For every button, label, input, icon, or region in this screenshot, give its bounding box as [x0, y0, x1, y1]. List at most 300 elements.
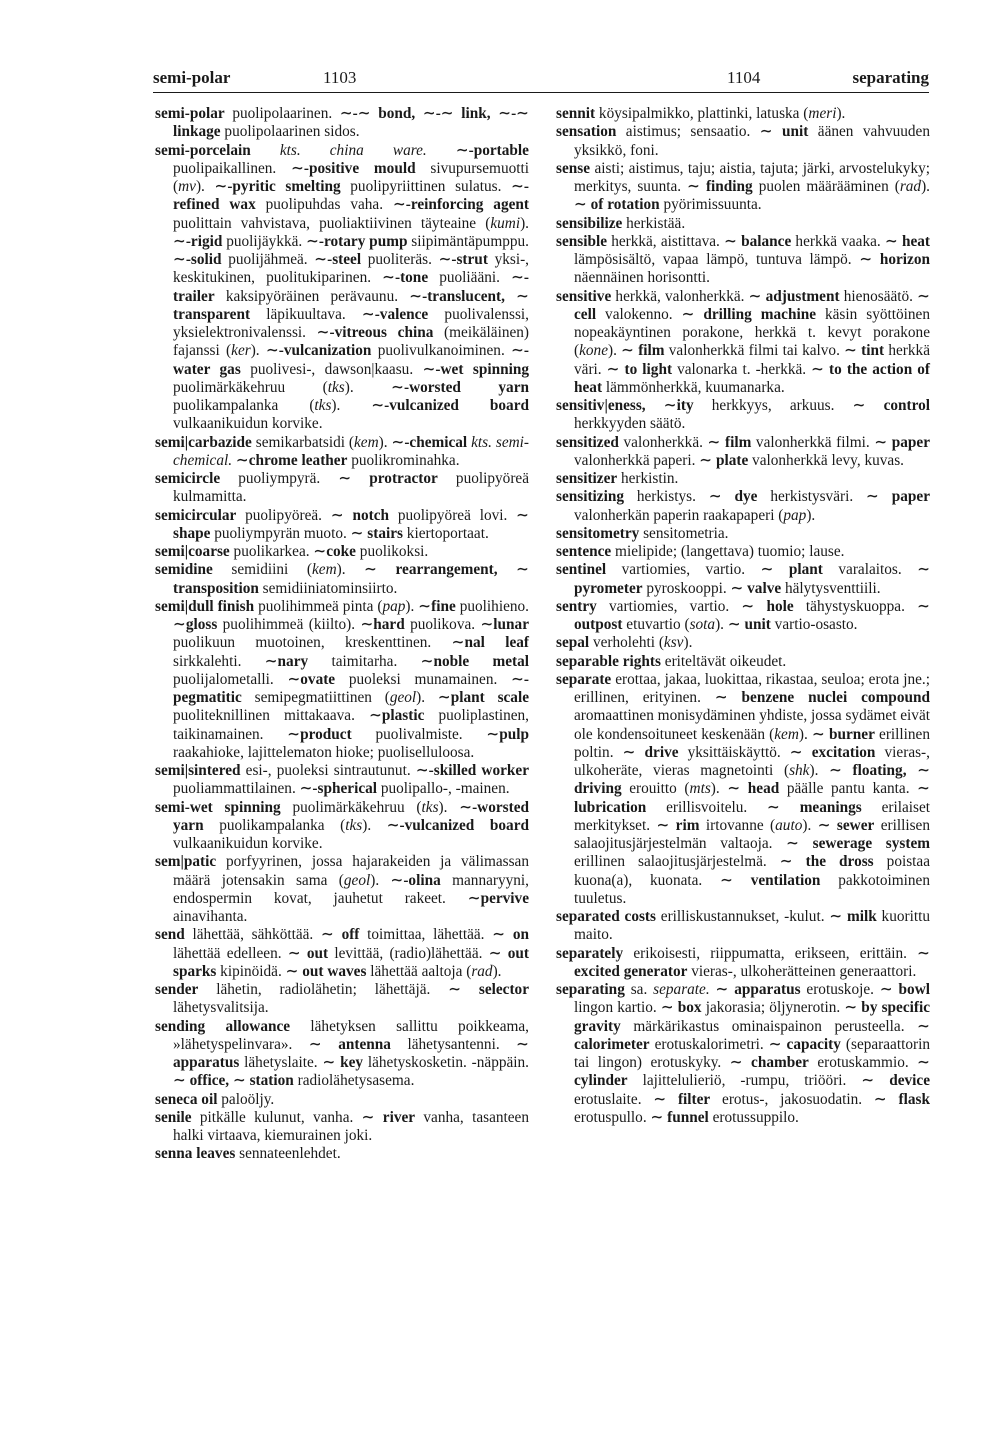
headword: ∼ovate [287, 670, 336, 688]
headword: sem|patic [155, 853, 217, 871]
dictionary-entry [556, 945, 930, 982]
headword: ∼ office, ∼ station [173, 1072, 294, 1090]
definition-text: herkkä väri. [574, 342, 930, 378]
definition-text: erilaiset merkitykset. [574, 798, 930, 834]
headword: ∼ plate [699, 451, 749, 469]
headword: ∼ river [361, 1108, 416, 1126]
headword: sender [155, 981, 199, 998]
definition-text: (meikäläinen) fajanssi ( [173, 324, 529, 360]
headword: sending allowance [155, 1017, 291, 1035]
headword: senile [155, 1108, 192, 1126]
dictionary-entry [556, 525, 930, 543]
headword: sensible [556, 232, 607, 250]
dictionary-entry [556, 470, 930, 488]
definition-text: ). [250, 342, 266, 360]
definition-text: erotuspullo. [574, 1108, 651, 1126]
headword: ∼ pyrometer [574, 561, 931, 597]
headword: ∼ notch [330, 506, 389, 524]
definition-text: lajittelulieriö, -rumpu, triööri. [627, 1072, 862, 1090]
headword: ∼nal leaf [451, 634, 529, 652]
usage-label: tks [421, 798, 439, 816]
definition-text: puolipyriittinen sulatus. [340, 178, 512, 195]
dictionary-entry [155, 1145, 529, 1163]
definition-text: paloöljy. [217, 1090, 275, 1108]
usage-label: tks [345, 816, 363, 834]
usage-label: meri [808, 105, 837, 122]
definition-text: raakahioke, lajittelematon hioke; puoliselluloosa. [173, 743, 475, 761]
definition-text: tähystyskuoppa. [793, 597, 918, 615]
headword: ∼ to the action of heat [574, 360, 930, 396]
definition-text: aistimus; sensaatio. [616, 123, 760, 141]
headword: ∼ the dross [779, 853, 874, 871]
definition-text: lähettää, sähköttää. [184, 926, 321, 944]
definition-text: erottaa, jakaa, luokittaa, rikastaa, seuloa; erota jne.; erillinen, erityinen. [574, 670, 930, 706]
headword: ∼ finding [687, 178, 753, 195]
usage-label: sota [689, 616, 716, 633]
headword: sentence [556, 543, 612, 560]
definition-text: toimittaa, lähettää. [359, 926, 493, 944]
headword: send [155, 926, 185, 944]
headword: ∼hard [360, 616, 405, 633]
headword: ∼ on [492, 926, 529, 944]
headword: ∼-wet spinning [422, 360, 530, 378]
definition-text: erillinen poltin. [574, 725, 930, 761]
usage-label: mts [689, 780, 711, 798]
usage-label: shk [789, 762, 810, 779]
definition-text: ). [710, 780, 728, 798]
left-column [155, 105, 529, 1164]
headword: ∼-valence [361, 305, 429, 323]
dictionary-entry [556, 397, 930, 434]
headword: ∼-skilled worker [415, 762, 529, 779]
definition-text: lämpösisältö, vapaa lämpö, tuntuva lämpö. [574, 251, 860, 268]
headword: ∼ rearrangement, ∼ transposition [173, 561, 529, 597]
definition-text: märkärikastus ominaispainon perusteella. [620, 1017, 918, 1035]
headword: ∼ meanings [767, 798, 862, 816]
definition-text: eriteltävät oikeudet. [660, 652, 787, 670]
definition-text: puoliammattilainen. [173, 780, 300, 798]
headword: semi|coarse [155, 543, 230, 560]
definition-text: puoliteräs. [361, 251, 439, 268]
headword: ∼ funnel [650, 1108, 709, 1126]
definition-text: puolittain vahvistava, puoliaktiivinen täyteaine ( [173, 214, 491, 232]
headword: ∼-olina [390, 871, 441, 889]
headword: ∼ out waves [285, 962, 367, 980]
headword: ∼-solid [173, 251, 222, 268]
headword: sensitizer [556, 470, 618, 487]
right-guide-word: separating [852, 68, 929, 87]
definition-text: puolikova. [404, 616, 481, 633]
definition-text: valonherkkä paperi. [574, 451, 700, 469]
dictionary-entry [556, 233, 930, 288]
definition-text: ). [683, 634, 693, 652]
headword: ∼-reinforcing agent [392, 196, 529, 214]
definition-text: lähetysvalitsija. [173, 999, 269, 1017]
headword: ∼ plant [760, 561, 823, 579]
definition-text: herkkä, valonherkkä. [611, 287, 749, 305]
definition-text: ainavihanta. [173, 908, 248, 925]
headword: sensitized [556, 433, 619, 451]
definition-text [251, 142, 280, 159]
usage-label: kts. china ware. [279, 141, 427, 159]
headword: sensitizing [556, 488, 624, 506]
definition-text: erotuskoje. [800, 981, 880, 998]
dictionary-entry [155, 434, 529, 471]
definition-text: yksittäiskäyttö. [678, 743, 790, 761]
definition-text: puolipallo-, -mainen. [377, 780, 510, 798]
headword: sensitometry [556, 524, 640, 542]
definition-text: vanha, tasanteen halki virtaava, kiemurainen joki. [173, 1108, 529, 1144]
definition-text: erillisen salaojitusjärjestelmän valtaoja. [574, 816, 930, 852]
headword: ∼ dye [708, 488, 758, 506]
definition-text: puolikuun muotoinen, kreskenttinen. [173, 634, 452, 652]
headword: semicircular [155, 506, 237, 524]
definition-text: aisti; aistimus, taju; aistia, tajuta; järki, arvostelukyky; merkitys, suunta. [574, 159, 930, 195]
left-page-number: 1103 [323, 68, 357, 87]
definition-text: lähettää aaltoja ( [366, 962, 472, 980]
usage-label: kts. semi-chemical. [173, 433, 530, 469]
headword: ∼-steel [314, 251, 362, 268]
definition-text: kuorittu maito. [574, 908, 930, 944]
definition-text: puolipyöreä. [236, 506, 331, 524]
headword: ∼-vitreous china [316, 324, 434, 341]
headword: ∼-translucent, ∼ transparent [173, 287, 529, 323]
usage-label: kem [354, 433, 379, 451]
definition-text: ). [809, 762, 830, 779]
headword: ∼ cylinder [574, 1054, 930, 1090]
definition-text: erillisvoitelu. [646, 798, 768, 816]
definition-text: verholehti ( [589, 634, 664, 652]
definition-text: puoliplastinen, taikinamainen. [173, 707, 529, 743]
definition-text: puolipaikallinen. [173, 159, 292, 177]
definition-text: vulkaanikuidun korvike. [173, 415, 323, 433]
definition-text: vieras-, ulkoherätteinen generaattori. [687, 962, 917, 980]
definition-text: semidiiniatominsiirto. [258, 579, 398, 597]
dictionary-entry [556, 288, 930, 398]
definition-text: porfyyrinen, jossa hajarakeiden ja välimassan määrä jotensakin sama ( [173, 853, 529, 889]
headword: ∼ capacity [768, 1035, 841, 1053]
headword: ∼fine [418, 597, 456, 615]
headword: ∼ benzene nuclei compound [714, 689, 930, 706]
definition-text: esi-, puoleksi sintrautunut. [240, 762, 416, 779]
dictionary-entry [556, 671, 930, 908]
definition-text: ). [336, 561, 365, 579]
definition-text: lingon kartio. [574, 999, 661, 1017]
definition-text: poistaa kuona(a), kuonata. [574, 853, 931, 889]
headword: ∼-vulcanization [265, 342, 372, 360]
definition-text: herkistys. [624, 488, 709, 506]
headword: separate [556, 670, 612, 688]
headword: ∼ drive [622, 743, 679, 761]
definition-text: varalaitos. [822, 561, 918, 579]
definition-text: puolimärkäkehruu ( [280, 798, 422, 816]
definition-text [427, 142, 456, 159]
definition-text: erotussuppilo. [708, 1108, 799, 1126]
definition-text: ). [921, 178, 930, 195]
headword: ∼ heat [884, 232, 930, 250]
definition-text: erotus-, jakosuodatin. [710, 1090, 874, 1108]
usage-label: ker [231, 342, 251, 360]
dictionary-entry [556, 123, 930, 160]
headword: separable rights [556, 652, 661, 670]
headword: separately [556, 944, 624, 962]
headword: semi|dull finish [155, 597, 255, 615]
definition-text: puoliteknillinen mittakaava. [173, 707, 370, 725]
headword: ∼ unit [727, 616, 771, 633]
headword: ∼gloss [173, 616, 218, 633]
definition-text: ). [438, 798, 460, 816]
definition-text: erillinen salaojitusjärjestelmä. [574, 853, 780, 871]
definition-text: pitkälle kulunut, vanha. [191, 1108, 362, 1126]
definition-text: levittää, (radio)lähettää. [328, 944, 489, 962]
headword: senna leaves [155, 1145, 236, 1163]
headword: ∼-strut [438, 251, 488, 268]
dictionary-entry [155, 799, 529, 854]
headword: ∼ excited generator [574, 944, 930, 980]
headword: ∼ by specific gravity [574, 999, 931, 1035]
definition-text: valonherkkä filmi tai kalvo. [664, 342, 845, 360]
definition-text: valonarka t. -herkkä. [672, 360, 812, 378]
usage-label: auto [775, 816, 803, 834]
headword: ∼ head [727, 780, 780, 798]
headword: sense [556, 159, 590, 177]
dictionary-entry [556, 634, 930, 652]
usage-label: pap [382, 597, 406, 615]
usage-label: geol [343, 871, 371, 889]
definition-text: sa. [624, 981, 654, 998]
headword: ∼-chemical [391, 433, 468, 451]
headword: ∼lunar [480, 616, 529, 633]
dictionary-entry [155, 762, 529, 799]
definition-text: puolijähmeä. [221, 251, 315, 268]
headword: sentry [556, 597, 597, 615]
definition-text: kiertoportaat. [402, 524, 489, 542]
definition-text: pyörimissuunta. [659, 196, 762, 214]
definition-text: hälytysventtiili. [781, 579, 881, 597]
right-page-number: 1104 [727, 68, 761, 87]
definition-text: läpikuultava. [250, 305, 362, 323]
definition-text: puoliympyrä. [220, 470, 339, 487]
headword: ∼ chamber [729, 1054, 809, 1071]
headword: ∼-positive mould [291, 159, 416, 177]
definition-text: erotuslaite. [574, 1090, 654, 1108]
headword: sensibilize [556, 214, 623, 232]
usage-label: tks [327, 378, 345, 396]
headword: ∼-rigid [173, 232, 223, 250]
headword: ∼ adjustment [748, 287, 840, 305]
headword: ∼ valve [730, 579, 782, 597]
usage-label: kem [311, 561, 337, 579]
headword: ∼ excitation [789, 743, 876, 761]
dictionary-entry [155, 507, 529, 544]
definition-text: pakkotoiminen tuuletus. [574, 871, 930, 907]
definition-text: puolikarkea. [229, 543, 314, 560]
definition-text: puolen määrääminen ( [752, 178, 900, 195]
definition-text: (separaattorin tai lingon) erotuskyky. [574, 1035, 930, 1071]
dictionary-entry [155, 105, 529, 142]
definition-text: kipinöidä. [216, 962, 286, 980]
headword: semi-wet spinning [155, 798, 281, 816]
definition-text: puolivulkanoiminen. [371, 342, 512, 360]
headword: ∼nary [264, 652, 309, 670]
headword: ∼-tone [382, 269, 429, 287]
definition-text: vartiomies, vartio. [596, 597, 742, 615]
usage-label: rad [471, 962, 493, 980]
page-header [153, 62, 929, 93]
definition-text: erilliskustannukset, -kulut. [655, 908, 830, 925]
headword: semi-polar [155, 105, 225, 122]
headword: ∼ box [660, 999, 702, 1017]
headword: ∼ out sparks [173, 944, 529, 980]
definition-text: puolijalometalli. [173, 670, 288, 688]
headword: semicircle [155, 470, 221, 487]
headword: ∼chrome leather [235, 451, 348, 469]
headword: ∼ ventilation [720, 871, 821, 889]
definition-text: ). [806, 506, 816, 524]
definition-text: ). [492, 962, 502, 980]
headword: sensitiv|eness, ∼ity [556, 397, 694, 414]
usage-label: rad [899, 178, 922, 195]
dictionary-entry [556, 561, 930, 598]
headword: ∼ bowl [879, 981, 930, 998]
headword: sentinel [556, 561, 607, 579]
headword: ∼ apparatus [173, 1035, 529, 1071]
definition-text: valonherkkä. [618, 433, 708, 451]
headword: ∼ flask [873, 1090, 930, 1108]
headword: ∼-worsted yarn [391, 378, 529, 396]
usage-label: separate. [653, 981, 710, 998]
definition-text: ). [416, 689, 438, 706]
dictionary-entry [556, 215, 930, 233]
definition-text: sennateenlehdet. [235, 1145, 341, 1163]
headword: ∼plastic [369, 707, 425, 725]
headword: ∼-rotary pump [306, 232, 408, 250]
dictionary-entry [556, 543, 930, 561]
headword: ∼ film [707, 433, 752, 451]
headword: ∼ tint [844, 342, 885, 360]
usage-label: mv [178, 178, 196, 195]
definition-text: lähettää edelleen. [173, 944, 288, 962]
headword: ∼ unit [759, 123, 809, 141]
headword: ∼ paper [866, 488, 930, 506]
headword: ∼pervive [467, 889, 529, 907]
definition-text: puolipolaarinen. [224, 105, 340, 122]
headword: ∼ off [321, 926, 360, 944]
definition-text: puolihimmeä (kiilto). [217, 616, 361, 633]
definition-text: lähetyksen sallittu poikkeama, »lähetyspelinvara». [173, 1017, 529, 1053]
usage-label: kem [774, 725, 799, 743]
dictionary-entry [155, 598, 529, 762]
definition-text: ). [344, 378, 392, 396]
headword: ∼ apparatus [715, 981, 801, 998]
headword: ∼ protractor [338, 470, 438, 487]
definition-text: puolipuhdas vaha. [255, 196, 393, 214]
definition-text: ). [836, 105, 846, 122]
definition-text: semidiini ( [212, 561, 312, 579]
definition-text: sirkkalehti. [173, 652, 265, 670]
headword: ∼ sewer [817, 816, 875, 834]
definition-text: jakorasia; öljynerotin. [701, 999, 845, 1017]
headword: ∼-trailer [173, 269, 529, 305]
definition-text: semipegmatiittinen ( [241, 689, 390, 706]
headword: ∼-vulcanized board [371, 397, 530, 414]
definition-text: ). [798, 725, 812, 743]
definition-text: sivupursemuotti ( [173, 159, 529, 195]
headword: ∼ hole [741, 597, 794, 615]
headword: ∼ out [287, 944, 329, 962]
headword: ∼-pegmatitic [173, 670, 529, 706]
definition-text: käsin syöttöinen nopeakäyntinen porakone, herkkä t. kevyt porakone ( [574, 305, 930, 360]
definition-text: hienosäätö. [839, 287, 918, 305]
dictionary-entry [556, 981, 930, 1127]
definition-text: puoleksi munamainen. [335, 670, 512, 688]
headword: ∼ outpost [574, 597, 930, 633]
headword: ∼noble metal [420, 652, 529, 670]
definition-text: herkkä, aistittava. [607, 232, 725, 250]
left-guide-word: semi-polar [153, 68, 231, 87]
definition-text: puolimärkäkehruu ( [173, 378, 328, 396]
usage-label: pap [783, 506, 807, 524]
definition-text: valokenno. [596, 305, 682, 323]
definition-text: puolikoksi. [355, 543, 429, 560]
definition-text: ). [715, 616, 728, 633]
definition-text: puolivalenssi, yksielektronivalenssi. [173, 305, 529, 341]
headword: ∼coke [313, 543, 356, 560]
definition-text: puoliympyrän muoto. [210, 524, 351, 542]
definition-text: ). [802, 816, 818, 834]
definition-text: puolikrominahka. [347, 451, 460, 469]
definition-text: äänen vahvuuden yksikkö, foni. [574, 123, 930, 159]
definition-text: irtovanne ( [699, 816, 776, 834]
headword: ∼ film [621, 342, 665, 360]
headword: separated costs [556, 908, 656, 925]
definition-text: vieras-, ulkoheräte, vieras magnetointi ( [574, 743, 930, 779]
headword: ∼plant scale [437, 689, 529, 706]
dictionary-entry [155, 981, 529, 1018]
headword: ∼ floating, ∼ driving [574, 762, 931, 798]
definition-text: lähetysantenni. [390, 1035, 517, 1053]
definition-text: ). [608, 342, 622, 360]
dictionary-entry [155, 1091, 529, 1109]
dictionary-entry [556, 434, 930, 471]
headword: semi|carbazide [155, 433, 252, 451]
definition-text: vartiomies, vartio. [606, 561, 761, 579]
headword: ∼ antenna [308, 1035, 391, 1053]
dictionary-entry [155, 926, 529, 981]
definition-text: päälle pantu kanta. [779, 780, 918, 798]
headword: ∼-refined wax [173, 178, 529, 214]
headword: ∼ calorimeter [574, 1017, 930, 1053]
headword: semi|sintered [155, 762, 241, 779]
definition-text: radiolähetysasema. [293, 1072, 415, 1090]
definition-text: vartio-osasto. [770, 616, 858, 633]
definition-text: herkkä vaaka. [791, 232, 885, 250]
definition-text: herkkyyden säätö. [574, 415, 686, 433]
dictionary-entry [556, 908, 930, 945]
headword: ∼ key [322, 1054, 364, 1071]
definition-text: kaksipyöräinen perävaunu. [214, 287, 410, 305]
headword: separating [556, 981, 625, 998]
definition-text: pyroskooppi. [642, 579, 731, 597]
headword: ∼ burner [811, 725, 875, 743]
definition-text: herkistysväri. [757, 488, 867, 506]
definition-text: herkkyys, arkuus. [693, 397, 853, 414]
headword: ∼-worsted yarn [173, 798, 529, 834]
dictionary-entry [556, 488, 930, 525]
definition-text: valonherkän paperin raakapaperi ( [574, 506, 784, 524]
definition-text: ). [405, 597, 419, 615]
definition-text: erotuskalorimetri. [649, 1035, 769, 1053]
